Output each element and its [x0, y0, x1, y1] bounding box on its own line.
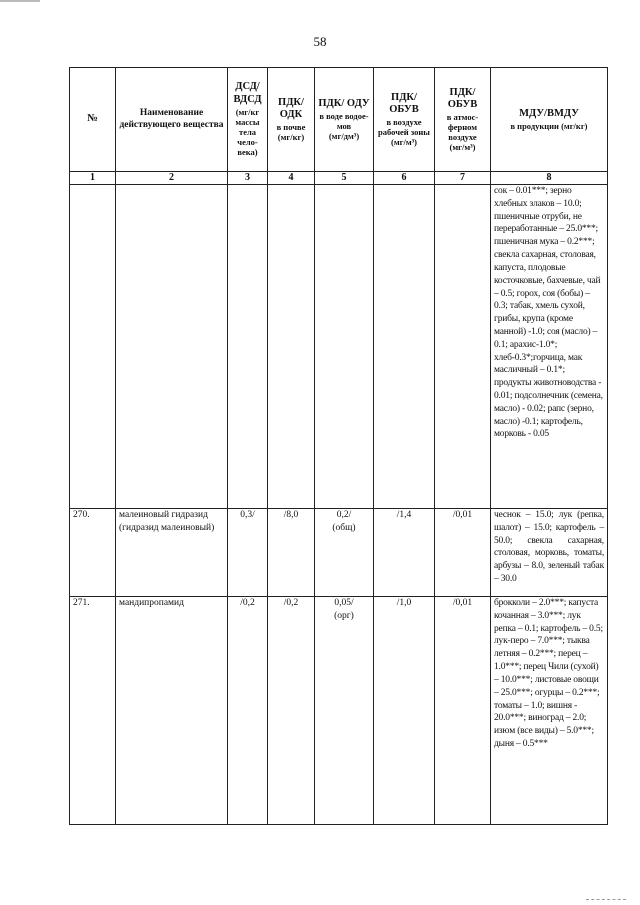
dsd-value: /0,2	[228, 597, 268, 825]
column-number: 3	[228, 172, 268, 185]
pesticide-table	[69, 67, 608, 825]
scan-mark-bottom	[586, 899, 626, 901]
row-number: 270.	[70, 509, 116, 597]
table-row	[70, 509, 608, 597]
dsd-value: 0,3/	[228, 509, 268, 597]
header-dsd: ДСД/ ВДСД (мг/кг массы тела чело-века)	[228, 68, 268, 172]
pdk-work-air-value	[374, 185, 435, 509]
pdk-water-value: 0,05/ (орг)	[315, 597, 374, 825]
pdk-atm-air-value: /0,01	[435, 509, 491, 597]
column-number: 6	[374, 172, 435, 185]
header-pdk-atm-air: ПДК/ ОБУВ в атмос-ферном воздухе (мг/м³)	[435, 68, 491, 172]
mdu-value: чеснок – 15.0; лук (репка, шалот) – 15.0; картофель – 50.0; свекла сахарная, столовая, морковь, томаты, арбузы – 8.0, зеленый табак – 30.0	[491, 509, 608, 597]
row-number	[70, 185, 116, 509]
scan-mark-top	[0, 0, 40, 2]
column-number: 2	[116, 172, 228, 185]
pdk-soil-value: /0,2	[268, 597, 315, 825]
pdk-water-value: 0,2/ (общ)	[315, 509, 374, 597]
header-row	[70, 68, 608, 172]
row-number: 271.	[70, 597, 116, 825]
substance-name: малеиновый гидразид (гидразид малеиновый)	[116, 509, 228, 597]
mdu-value: брокколи – 2.0***; капуста кочанная – 3.0***; лук репка – 0.1; картофель – 0.5; лук-перо – 7.0***; тыква летняя – 0.2***; перец – 1.0***; перец Чили (сухой) – 10.0***; листовые овощи – 25.0***; огурцы – 0.2***; томаты – 1.0; вишня - 20.0***; виноград – 2.0; изюм (все виды) – 5.0***; дыня – 0.5***	[491, 597, 608, 825]
header-pdk-soil: ПДК/ ОДК в почве (мг/кг)	[268, 68, 315, 172]
header-pdk-water: ПДК/ ОДУ в воде водое-мов (мг/дм³)	[315, 68, 374, 172]
header-mdu: МДУ/ВМДУ в продукции (мг/кг)	[491, 68, 608, 172]
substance-name	[116, 185, 228, 509]
pdk-soil-value: /8,0	[268, 509, 315, 597]
column-number: 8	[491, 172, 608, 185]
pdk-work-air-value: /1,4	[374, 509, 435, 597]
column-number: 7	[435, 172, 491, 185]
pdk-atm-air-value	[435, 185, 491, 509]
pdk-work-air-value: /1,0	[374, 597, 435, 825]
column-number: 1	[70, 172, 116, 185]
page-number: 58	[313, 34, 327, 49]
dsd-value	[228, 185, 268, 509]
header-number: №	[70, 68, 116, 172]
substance-name: мандипропамид	[116, 597, 228, 825]
table-row	[70, 185, 608, 509]
header-pdk-work-air: ПДК/ ОБУВ в воздухе рабочей зоны (мг/м³)	[374, 68, 435, 172]
header-substance-name: Наименование действующего вещества	[116, 68, 228, 172]
pdk-water-value	[315, 185, 374, 509]
column-number: 5	[315, 172, 374, 185]
pdk-soil-value	[268, 185, 315, 509]
column-number: 4	[268, 172, 315, 185]
table-row	[70, 597, 608, 825]
mdu-value: сок – 0.01***; зерно хлебных злаков – 10.0; пшеничные отруби, не переработанные – 25.0***; пшеничная мука – 0.2***; свекла сахарная, столовая, капуста, плодовые косточковые, бахчевые, чай – 0.5; горох, соя (бобы) – 0.3; табак, хмель сухой, грибы, крупа (кроме манной) -1.0; соя (масло) – 0.1; арахис-1.0*; хлеб-0.3*;горчица, мак масличный – 0.1*; продукты животноводства - 0.01; подсолнечник (семена, масло) - 0.02; рапс (зерно, масло) -0.1; картофель, морковь - 0.05	[491, 185, 608, 509]
pdk-atm-air-value: /0,01	[435, 597, 491, 825]
column-number-row	[70, 172, 608, 185]
